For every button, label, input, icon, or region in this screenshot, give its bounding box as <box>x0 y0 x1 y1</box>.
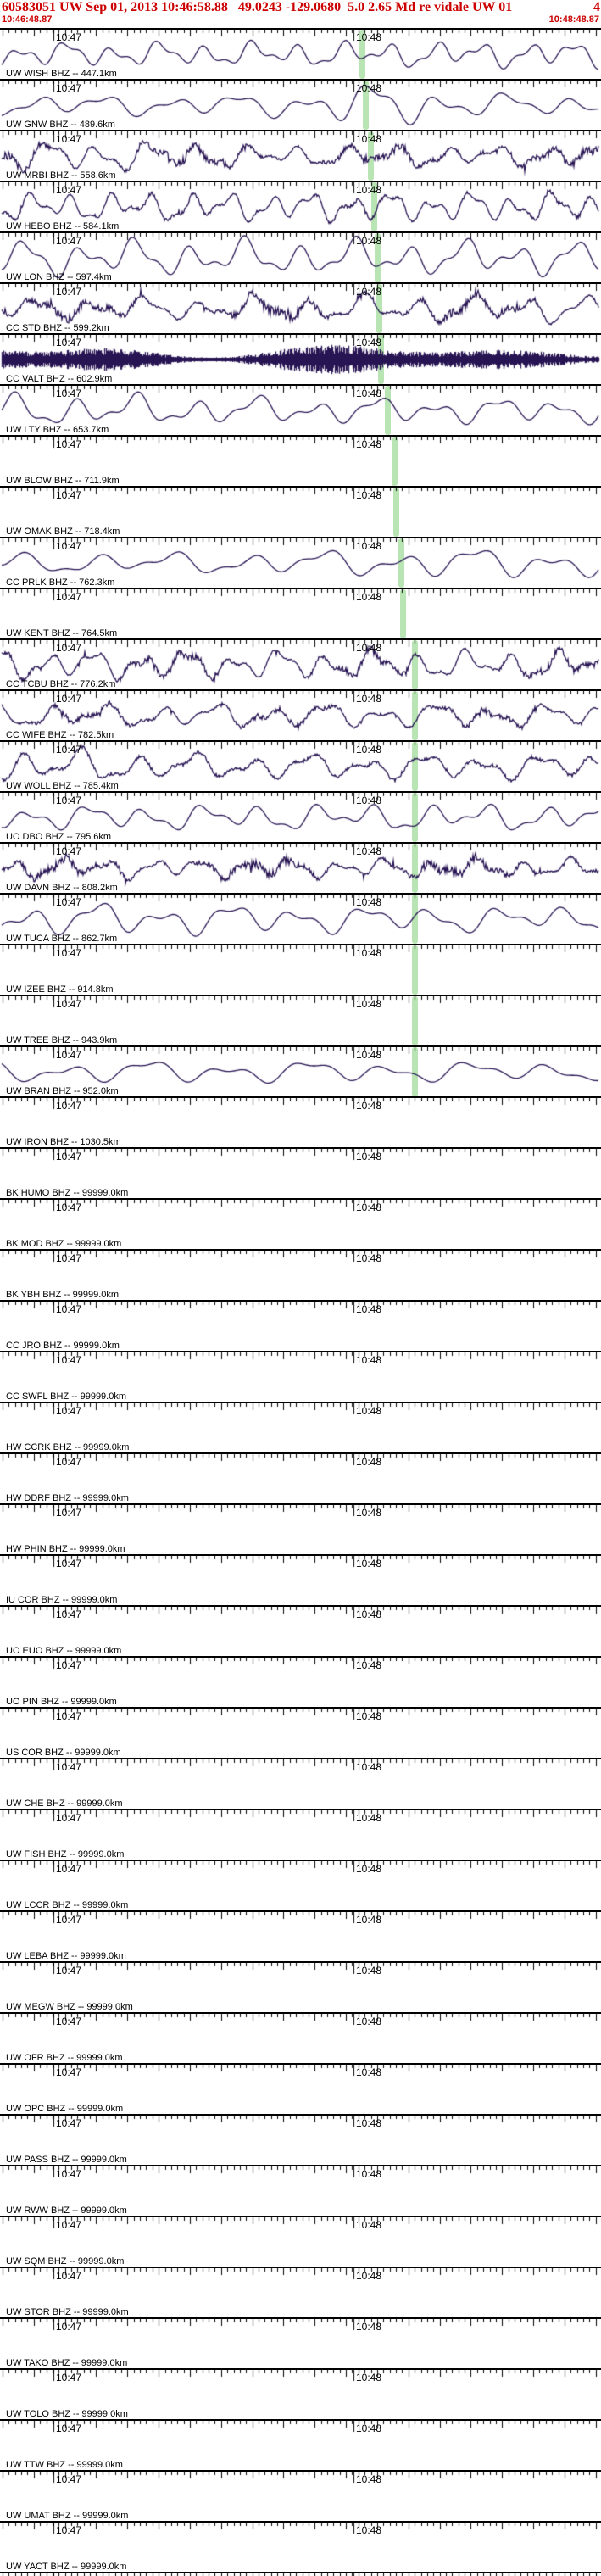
minute-label: 10:47 <box>56 591 82 603</box>
minute-label: 10:48 <box>356 1761 382 1773</box>
minute-label: 10:47 <box>56 2321 82 2333</box>
trace-row-OMAK[interactable] <box>0 486 601 537</box>
station-label: UW OPC BHZ -- 99999.0km <box>6 2104 124 2114</box>
minute-label: 10:48 <box>356 1914 382 1926</box>
trace-row-LEBA[interactable] <box>0 1910 601 1961</box>
station-label: UO DBO BHZ -- 795.6km <box>6 832 112 842</box>
trace-row-BRAN[interactable] <box>0 1045 601 1096</box>
minute-label: 10:47 <box>56 337 82 348</box>
trace-row-PIN[interactable] <box>0 1656 601 1707</box>
station-label: UW HEBO BHZ -- 584.1km <box>6 221 120 231</box>
minute-label: 10:48 <box>356 1354 382 1366</box>
minute-label: 10:48 <box>356 998 382 1010</box>
minute-label: 10:48 <box>356 31 382 43</box>
trace-row-OPC[interactable] <box>0 2063 601 2114</box>
trace-row-TREE[interactable] <box>0 995 601 1045</box>
minute-label: 10:48 <box>356 744 382 756</box>
trace-row-GNW[interactable] <box>0 79 601 130</box>
trace-row-DAVN[interactable] <box>0 842 601 893</box>
minute-label: 10:48 <box>356 1303 382 1315</box>
station-label: CC PRLK BHZ -- 762.3km <box>6 577 115 588</box>
minute-label: 10:47 <box>56 744 82 756</box>
minute-label: 10:48 <box>356 2473 382 2485</box>
station-label: US COR BHZ -- 99999.0km <box>6 1748 121 1758</box>
minute-label: 10:47 <box>56 286 82 298</box>
trace-row-WISH[interactable] <box>0 28 601 79</box>
station-label: UW STOR BHZ -- 99999.0km <box>6 2307 129 2317</box>
station-label: UW UMAT BHZ -- 99999.0km <box>6 2511 129 2521</box>
minute-label: 10:47 <box>56 2270 82 2282</box>
minute-label: 10:48 <box>356 489 382 501</box>
minute-label: 10:48 <box>356 1507 382 1519</box>
trace-row-WOLL[interactable] <box>0 740 601 791</box>
station-label: UW MEGW BHZ -- 99999.0km <box>6 2002 133 2012</box>
minute-label: 10:48 <box>356 2168 382 2180</box>
trace-row-COR[interactable] <box>0 1554 601 1605</box>
minute-label: 10:47 <box>56 1100 82 1112</box>
station-label: UW MRBI BHZ -- 558.6km <box>6 170 116 181</box>
minute-label: 10:48 <box>356 1151 382 1163</box>
trace-row-PHIN[interactable] <box>0 1503 601 1554</box>
minute-label: 10:48 <box>356 1100 382 1112</box>
station-label: UW WOLL BHZ -- 785.4km <box>6 781 119 791</box>
station-label: CC STD BHZ -- 599.2km <box>6 323 109 333</box>
trace-row-SQM[interactable] <box>0 2216 601 2267</box>
minute-label: 10:47 <box>56 1151 82 1163</box>
trace-row-TAKO[interactable] <box>0 2317 601 2368</box>
trace-row-VALT[interactable] <box>0 333 601 384</box>
station-label: UW BRAN BHZ -- 952.0km <box>6 1086 119 1096</box>
minute-label: 10:48 <box>356 1252 382 1264</box>
minute-label: 10:48 <box>356 693 382 705</box>
station-label: UW TUCA BHZ -- 862.7km <box>6 934 118 944</box>
minute-label: 10:47 <box>56 1863 82 1875</box>
minute-label: 10:48 <box>356 235 382 247</box>
station-label: CC TCBU BHZ -- 776.2km <box>6 679 116 689</box>
station-label: UW IRON BHZ -- 1030.5km <box>6 1137 121 1147</box>
minute-label: 10:48 <box>356 1049 382 1061</box>
station-label: CC VALT BHZ -- 602.9km <box>6 374 113 384</box>
minute-label: 10:47 <box>56 1202 82 1213</box>
station-label: CC WIFE BHZ -- 782.5km <box>6 730 114 740</box>
minute-label: 10:47 <box>56 438 82 450</box>
minute-label: 10:48 <box>356 1558 382 1570</box>
minute-label: 10:48 <box>356 2117 382 2129</box>
minute-label: 10:48 <box>356 1965 382 1977</box>
station-label: UO EUO BHZ -- 99999.0km <box>6 1646 122 1656</box>
minute-label: 10:48 <box>356 845 382 857</box>
trace-row-MRBI[interactable] <box>0 130 601 181</box>
minute-label: 10:48 <box>356 133 382 145</box>
minute-label: 10:47 <box>56 1558 82 1570</box>
minute-label: 10:47 <box>56 235 82 247</box>
trace-row-partial <box>0 2572 601 2576</box>
trace-row-EUO[interactable] <box>0 1605 601 1656</box>
trace-row-STOR[interactable] <box>0 2267 601 2317</box>
trace-row-OFR[interactable] <box>0 2012 601 2063</box>
minute-label: 10:48 <box>356 1202 382 1213</box>
station-label: UW IZEE BHZ -- 914.8km <box>6 984 114 995</box>
trace-row-PASS[interactable] <box>0 2114 601 2165</box>
minute-label: 10:47 <box>56 82 82 94</box>
minute-label: 10:48 <box>356 540 382 552</box>
minute-label: 10:47 <box>56 1812 82 1824</box>
minute-label: 10:48 <box>356 2016 382 2027</box>
minute-label: 10:48 <box>356 2372 382 2384</box>
minute-label: 10:48 <box>356 1710 382 1722</box>
minute-label: 10:47 <box>56 2524 82 2536</box>
minute-label: 10:47 <box>56 1252 82 1264</box>
station-label: BK HUMO BHZ -- 99999.0km <box>6 1188 129 1198</box>
minute-label: 10:47 <box>56 896 82 908</box>
minute-label: 10:48 <box>356 1659 382 1671</box>
station-label: UW SQM BHZ -- 99999.0km <box>6 2256 125 2267</box>
station-label: UW KENT BHZ -- 764.5km <box>6 628 118 638</box>
trace-row-TCBU[interactable] <box>0 638 601 689</box>
minute-label: 10:47 <box>56 184 82 196</box>
minute-label: 10:47 <box>56 1761 82 1773</box>
station-label: UW TTW BHZ -- 99999.0km <box>6 2460 123 2470</box>
minute-label: 10:47 <box>56 1507 82 1519</box>
minute-label: 10:47 <box>56 1049 82 1061</box>
station-label: UW TAKO BHZ -- 99999.0km <box>6 2358 128 2368</box>
minute-label: 10:48 <box>356 642 382 654</box>
trace-row-LTY[interactable] <box>0 384 601 435</box>
minute-label: 10:48 <box>356 2524 382 2536</box>
station-label: IU COR BHZ -- 99999.0km <box>6 1595 118 1605</box>
station-label: UW RWW BHZ -- 99999.0km <box>6 2205 127 2216</box>
trace-row-FISH[interactable] <box>0 1809 601 1860</box>
station-label: UW PASS BHZ -- 99999.0km <box>6 2155 127 2165</box>
trace-row-DDRF[interactable] <box>0 1452 601 1503</box>
minute-label: 10:47 <box>56 2372 82 2384</box>
minute-label: 10:47 <box>56 133 82 145</box>
minute-label: 10:47 <box>56 1659 82 1671</box>
trace-row-YBH[interactable] <box>0 1249 601 1300</box>
minute-label: 10:47 <box>56 795 82 806</box>
minute-label: 10:48 <box>356 286 382 298</box>
minute-label: 10:47 <box>56 845 82 857</box>
minute-label: 10:48 <box>356 2423 382 2434</box>
minute-label: 10:47 <box>56 1405 82 1417</box>
minute-label: 10:48 <box>356 1863 382 1875</box>
trace-row-CHE[interactable] <box>0 1758 601 1809</box>
minute-label: 10:47 <box>56 31 82 43</box>
minute-label: 10:48 <box>356 388 382 399</box>
minute-label: 10:48 <box>356 896 382 908</box>
station-label: UW TOLO BHZ -- 99999.0km <box>6 2409 128 2419</box>
trace-row-KENT[interactable] <box>0 588 601 638</box>
minute-label: 10:48 <box>356 1456 382 1468</box>
trace-row-WIFE[interactable] <box>0 689 601 740</box>
trace-row-YACT[interactable] <box>0 2521 601 2572</box>
window-start-time: 10:46:48.87 <box>2 14 53 25</box>
event-summary-extra: 4 <box>593 0 600 14</box>
station-label: BK MOD BHZ -- 99999.0km <box>6 1239 122 1249</box>
minute-label: 10:48 <box>356 184 382 196</box>
trace-row-DBO[interactable] <box>0 791 601 842</box>
trace-row-RWW[interactable] <box>0 2165 601 2216</box>
station-label: UW CHE BHZ -- 99999.0km <box>6 1798 123 1809</box>
station-label: UW LON BHZ -- 597.4km <box>6 272 112 282</box>
minute-label: 10:48 <box>356 2066 382 2078</box>
minute-label: 10:47 <box>56 1354 82 1366</box>
station-label: UO PIN BHZ -- 99999.0km <box>6 1697 117 1707</box>
trace-row-COR[interactable] <box>0 1707 601 1758</box>
minute-label: 10:47 <box>56 998 82 1010</box>
minute-label: 10:48 <box>356 82 382 94</box>
minute-label: 10:47 <box>56 1965 82 1977</box>
minute-label: 10:48 <box>356 2219 382 2231</box>
minute-label: 10:47 <box>56 2168 82 2180</box>
trace-row-MOD[interactable] <box>0 1198 601 1249</box>
trace-row-CCRK[interactable] <box>0 1402 601 1452</box>
minute-label: 10:47 <box>56 2016 82 2027</box>
minute-label: 10:47 <box>56 1710 82 1722</box>
minute-label: 10:47 <box>56 693 82 705</box>
station-label: UW FISH BHZ -- 99999.0km <box>6 1849 125 1860</box>
minute-label: 10:47 <box>56 489 82 501</box>
minute-label: 10:48 <box>356 947 382 959</box>
trace-row-MEGW[interactable] <box>0 1961 601 2012</box>
minute-label: 10:47 <box>56 2423 82 2434</box>
minute-label: 10:47 <box>56 540 82 552</box>
minute-label: 10:48 <box>356 337 382 348</box>
station-label: UW WISH BHZ -- 447.1km <box>6 69 117 79</box>
minute-label: 10:47 <box>56 2066 82 2078</box>
window-end-time: 10:48:48.87 <box>548 14 599 25</box>
trace-row-LCCR[interactable] <box>0 1860 601 1910</box>
station-label: HW CCRK BHZ -- 99999.0km <box>6 1442 130 1452</box>
minute-label: 10:48 <box>356 2321 382 2333</box>
minute-label: 10:47 <box>56 1914 82 1926</box>
minute-label: 10:48 <box>356 438 382 450</box>
minute-label: 10:47 <box>56 1303 82 1315</box>
station-label: HW DDRF BHZ -- 99999.0km <box>6 1493 129 1503</box>
station-label: UW GNW BHZ -- 489.6km <box>6 120 115 130</box>
minute-label: 10:47 <box>56 1456 82 1468</box>
station-label: UW OFR BHZ -- 99999.0km <box>6 2053 123 2063</box>
trace-row-BLOW[interactable] <box>0 435 601 486</box>
minute-label: 10:47 <box>56 2219 82 2231</box>
station-label: UW LEBA BHZ -- 99999.0km <box>6 1951 126 1961</box>
minute-label: 10:48 <box>356 1812 382 1824</box>
trace-row-LON[interactable] <box>0 231 601 282</box>
minute-label: 10:47 <box>56 2473 82 2485</box>
minute-label: 10:47 <box>56 388 82 399</box>
trace-row-UMAT[interactable] <box>0 2470 601 2521</box>
minute-label: 10:47 <box>56 2117 82 2129</box>
minute-label: 10:48 <box>356 591 382 603</box>
station-label: HW PHIN BHZ -- 99999.0km <box>6 1544 125 1554</box>
minute-label: 10:48 <box>356 1609 382 1620</box>
trace-row-STD[interactable] <box>0 282 601 333</box>
station-label: BK YBH BHZ -- 99999.0km <box>6 1290 120 1300</box>
station-label: UW TREE BHZ -- 943.9km <box>6 1035 118 1045</box>
trace-row-TUCA[interactable] <box>0 893 601 944</box>
station-label: UW DAVN BHZ -- 808.2km <box>6 883 118 893</box>
trace-row-HUMO[interactable] <box>0 1147 601 1198</box>
trace-row-TTW[interactable] <box>0 2419 601 2470</box>
event-summary-line: 60583051 UW Sep 01, 2013 10:46:58.88 49.0243 -129.0680 5.0 2.65 Md re vidale UW 01 <box>2 0 513 14</box>
station-label: UW YACT BHZ -- 99999.0km <box>6 2562 127 2572</box>
station-label: UW LCCR BHZ -- 99999.0km <box>6 1900 129 1910</box>
trace-row-SWFL[interactable] <box>0 1351 601 1402</box>
minute-label: 10:47 <box>56 1609 82 1620</box>
trace-row-IRON[interactable] <box>0 1096 601 1147</box>
trace-row-IZEE[interactable] <box>0 944 601 995</box>
station-label: UW OMAK BHZ -- 718.4km <box>6 527 120 537</box>
station-label: CC SWFL BHZ -- 99999.0km <box>6 1391 127 1402</box>
minute-label: 10:47 <box>56 642 82 654</box>
station-label: UW LTY BHZ -- 653.7km <box>6 425 109 435</box>
station-label: UW BLOW BHZ -- 711.9km <box>6 476 120 486</box>
trace-row-HEBO[interactable] <box>0 181 601 231</box>
minute-label: 10:48 <box>356 795 382 806</box>
trace-row-TOLO[interactable] <box>0 2368 601 2419</box>
trace-row-JRO[interactable] <box>0 1300 601 1351</box>
trace-row-PRLK[interactable] <box>0 537 601 588</box>
minute-label: 10:48 <box>356 1405 382 1417</box>
minute-label: 10:48 <box>356 2270 382 2282</box>
station-label: CC JRO BHZ -- 99999.0km <box>6 1341 120 1351</box>
minute-label: 10:47 <box>56 947 82 959</box>
